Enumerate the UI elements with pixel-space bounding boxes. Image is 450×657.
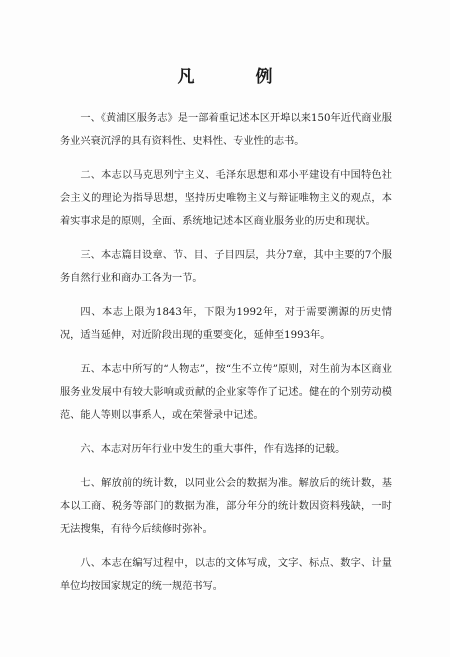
paragraph-7: 七、解放前的统计数，以同业公会的数据为准。解放后的统计数，基本以工商、税务等部门的数据为准，部分年分的统计数因资料残缺，一时无法搜集，有待今后续修时弥补。 bbox=[60, 478, 392, 535]
page-title: 凡 例 bbox=[177, 67, 295, 87]
paragraph-5: 五、本志中所写的“人物志”，按“生不立传”原则，对生前为本区商业服务业发展中有较大影响或贡献的企业家等作了记述。健在的个别劳动模范、能人等则以事系人，或在荣誉录中记述。 bbox=[60, 364, 392, 421]
paragraph-2: 二、本志以马克思列宁主义、毛泽东思想和邓小平建设有中国特色社会主义的理论为指导思想，坚持历史唯物主义与辩证唯物主义的观点，本着实事求是的原则，全面、系统地记述本区商业服务业的历史和现状。 bbox=[60, 170, 392, 227]
paragraph-4: 四、本志上限为1843年，下限为1992年，对于需要溯源的历史情况，适当延伸，对近阶段出现的重要变化，延伸至1993年。 bbox=[60, 307, 392, 341]
paragraph-6: 六、本志对历年行业中发生的重大事件，作有选择的记载。 bbox=[80, 444, 346, 455]
paragraph-8: 八、本志在编写过程中，以志的文体写成，文字、标点、数字、计量单位均按国家规定的统一规范书写。 bbox=[60, 558, 392, 592]
paragraph-1: 一、《黄浦区服务志》是一部着重记述本区开埠以来150年近代商业服务业兴衰沉浮的具有资料性、史料性、专业性的志书。 bbox=[60, 113, 392, 147]
paragraph-3: 三、本志篇目设章、节、目、子目四层，共分7章，其中主要的7个服务自然行业和商办工各为一节。 bbox=[60, 250, 392, 284]
document-body bbox=[60, 107, 392, 609]
